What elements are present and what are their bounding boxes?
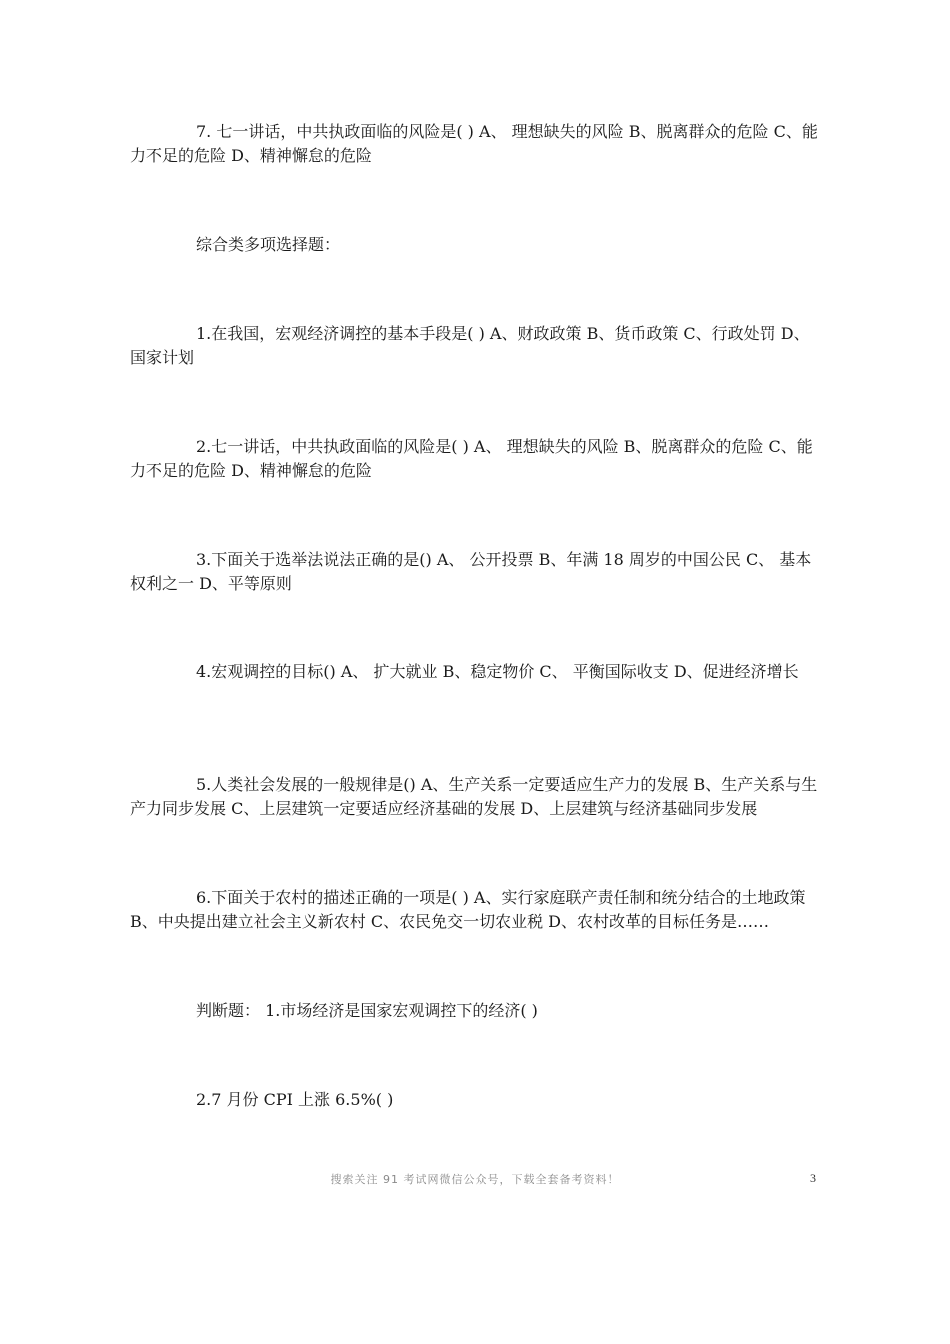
section-heading-multi-choice: 综合类多项选择题： <box>196 235 341 254</box>
question-multi-2: 2.七一讲话，中共执政面临的风险是( ) A、 理想缺失的风险 B、脱离群众的危险 C、能力不足的危险 D、精神懈怠的危险 <box>130 437 813 480</box>
section-true-false-question-1: 判断题： 1.市场经济是国家宏观调控下的经济( ) <box>196 1001 538 1020</box>
page-number: 3 <box>810 1171 816 1185</box>
question-multi-6: 6.下面关于农村的描述正确的一项是( ) A、实行家庭联产责任制和统分结合的土地政策 B、中央提出建立社会主义新农村 C、农民免交一切农业税 D、农村改革的目标任务是…… <box>130 888 806 931</box>
question-multi-1: 1.在我国，宏观经济调控的基本手段是( ) A、财政政策 B、货币政策 C、行政处罚 D、国家计划 <box>130 324 810 367</box>
true-false-question-2: 2.7 月份 CPI 上涨 6.5%( ) <box>196 1090 394 1109</box>
footer-note: 搜索关注 91 考试网微信公众号，下载全套备考资料！ <box>330 1173 620 1186</box>
question-multi-4: 4.宏观调控的目标() A、 扩大就业 B、稳定物价 C、 平衡国际收支 D、促进经济增长 <box>196 662 799 681</box>
question-multi-5: 5.人类社会发展的一般规律是() A、生产关系一定要适应生产力的发展 B、生产关系与生产力同步发展 C、上层建筑一定要适应经济基础的发展 D、上层建筑与经济基础同步发展 <box>130 775 818 818</box>
question-multi-7: 7. 七一讲话，中共执政面临的风险是( ) A、 理想缺失的风险 B、脱离群众的危险 C、能力不足的危险 D、精神懈怠的危险 <box>130 122 818 165</box>
question-multi-3: 3.下面关于选举法说法正确的是() A、 公开投票 B、年满 18 周岁的中国公民 C、 基本权利之一 D、平等原则 <box>130 550 812 593</box>
